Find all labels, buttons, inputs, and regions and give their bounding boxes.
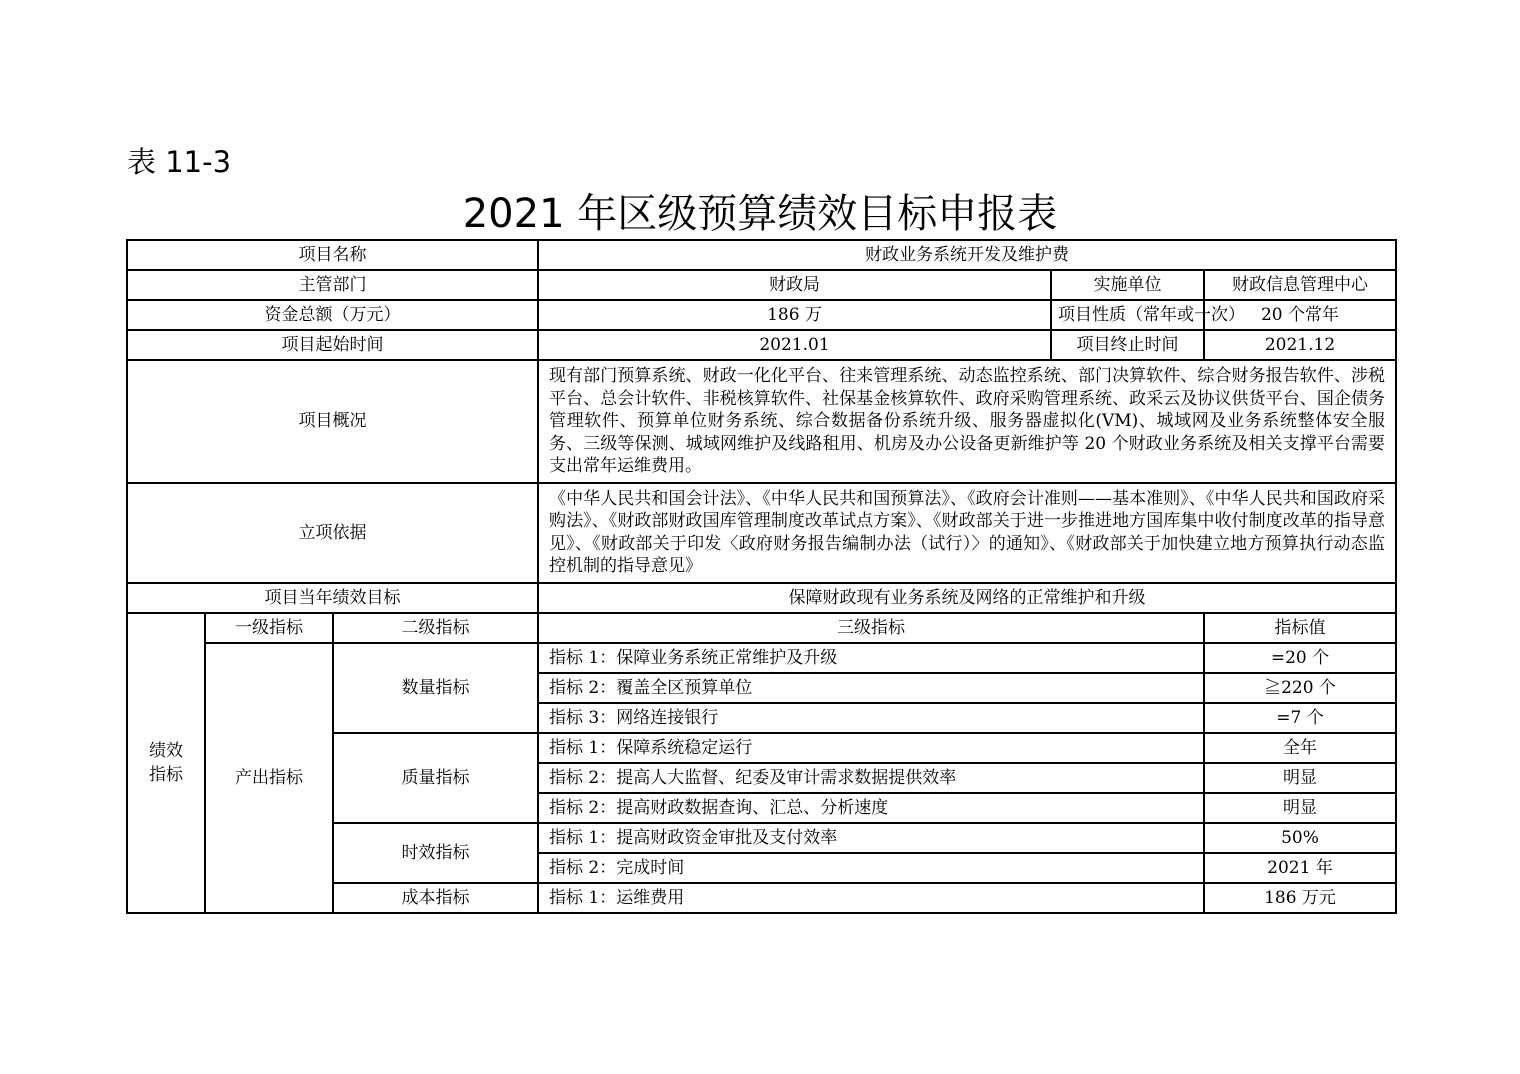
indicator-name: 指标 3：网络连接银行 bbox=[538, 703, 1204, 733]
basis-label: 立项依据 bbox=[127, 483, 538, 583]
indicator-name: 指标 1：运维费用 bbox=[538, 883, 1204, 913]
indicator-value: 186 万元 bbox=[1204, 883, 1396, 913]
fund-value: 186 万 bbox=[538, 300, 1051, 330]
fund-label: 资金总额（万元） bbox=[127, 300, 538, 330]
indicator-value: 50% bbox=[1204, 823, 1396, 853]
indicator-value: 全年 bbox=[1204, 733, 1396, 763]
row-department bbox=[127, 270, 1396, 300]
impl-unit-value: 财政信息管理中心 bbox=[1204, 270, 1396, 300]
impl-unit-label: 实施单位 bbox=[1051, 270, 1204, 300]
quality-label: 质量指标 bbox=[333, 733, 538, 823]
indicator-value: =7 个 bbox=[1204, 703, 1396, 733]
indicator-value: 明显 bbox=[1204, 793, 1396, 823]
department-value: 财政局 bbox=[538, 270, 1051, 300]
header-value: 指标值 bbox=[1204, 613, 1396, 643]
row-fund bbox=[127, 300, 1396, 330]
timeliness-label: 时效指标 bbox=[333, 823, 538, 883]
indicator-value: 2021 年 bbox=[1204, 853, 1396, 883]
cost-label: 成本指标 bbox=[333, 883, 538, 913]
row-overview bbox=[127, 360, 1396, 483]
performance-goal-table bbox=[126, 239, 1397, 914]
row-basis bbox=[127, 483, 1396, 583]
end-label: 项目终止时间 bbox=[1051, 330, 1204, 360]
quantity-label: 数量指标 bbox=[333, 643, 538, 733]
indicator-name: 指标 2：完成时间 bbox=[538, 853, 1204, 883]
start-label: 项目起始时间 bbox=[127, 330, 538, 360]
indicator-name: 指标 2：提高人大监督、纪委及审计需求数据提供效率 bbox=[538, 763, 1204, 793]
indicator-name: 指标 2：提高财政数据查询、汇总、分析速度 bbox=[538, 793, 1204, 823]
row-indicator-header bbox=[127, 613, 1396, 643]
nature-label: 项目性质（常年或一次） bbox=[1051, 300, 1204, 330]
nature-value: 20 个常年 bbox=[1204, 300, 1396, 330]
header-level2: 二级指标 bbox=[333, 613, 538, 643]
row-period bbox=[127, 330, 1396, 360]
header-level3: 三级指标 bbox=[538, 613, 1204, 643]
indicator-value: =20 个 bbox=[1204, 643, 1396, 673]
indicator-name: 指标 1：保障业务系统正常维护及升级 bbox=[538, 643, 1204, 673]
basis-value: 《中华人民共和国会计法》、《中华人民共和国预算法》、《政府会计准则——基本准则》、《中华人民共和国政府采购法》、《财政部财政国库管理制度改革试点方案》、《财政部关于进一步推进地方国库集中收付制度改革的指导意见》、《财政部关于印发〈政府财务报告编制办法（试行）〉的通知》、《财政部关于加快建立地方预算执行动态监控机制的指导意见》 bbox=[538, 483, 1396, 583]
project-name-value: 财政业务系统开发及维护费 bbox=[538, 240, 1396, 270]
header-level1: 一级指标 bbox=[205, 613, 333, 643]
indicator-name: 指标 1：保障系统稳定运行 bbox=[538, 733, 1204, 763]
indicator-name: 指标 2：覆盖全区预算单位 bbox=[538, 673, 1204, 703]
level1-output-label: 产出指标 bbox=[205, 643, 333, 913]
table-row bbox=[127, 643, 1396, 673]
overview-value: 现有部门预算系统、财政一化化平台、往来管理系统、动态监控系统、部门决算软件、综合财务报告软件、涉税平台、总会计软件、非税核算软件、社保基金核算软件、政府采购管理系统、政采云及协议供货平台、国企债务管理软件、预算单位财务系统、综合数据备份系统升级、服务器虚拟化(VM)、城域网及业务系统整体安全服务、三级等保测、城域网维护及线路租用、机房及办公设备更新维护等 20 个财政业务系统及相关支撑平台需要支出常年运维费用。 bbox=[538, 360, 1396, 483]
indicator-value: 明显 bbox=[1204, 763, 1396, 793]
indicator-name: 指标 1：提高财政资金审批及支付效率 bbox=[538, 823, 1204, 853]
annual-goal-label: 项目当年绩效目标 bbox=[127, 583, 538, 613]
page-title: 2021 年区级预算绩效目标申报表 bbox=[462, 191, 1058, 237]
overview-label: 项目概况 bbox=[127, 360, 538, 483]
performance-indicator-group-label: 绩效指标 bbox=[127, 613, 205, 913]
table-number: 表 11-3 bbox=[127, 145, 232, 179]
project-name-label: 项目名称 bbox=[127, 240, 538, 270]
row-project-name bbox=[127, 240, 1396, 270]
row-annual-goal bbox=[127, 583, 1396, 613]
indicator-value: ≧220 个 bbox=[1204, 673, 1396, 703]
department-label: 主管部门 bbox=[127, 270, 538, 300]
end-value: 2021.12 bbox=[1204, 330, 1396, 360]
start-value: 2021.01 bbox=[538, 330, 1051, 360]
annual-goal-value: 保障财政现有业务系统及网络的正常维护和升级 bbox=[538, 583, 1396, 613]
